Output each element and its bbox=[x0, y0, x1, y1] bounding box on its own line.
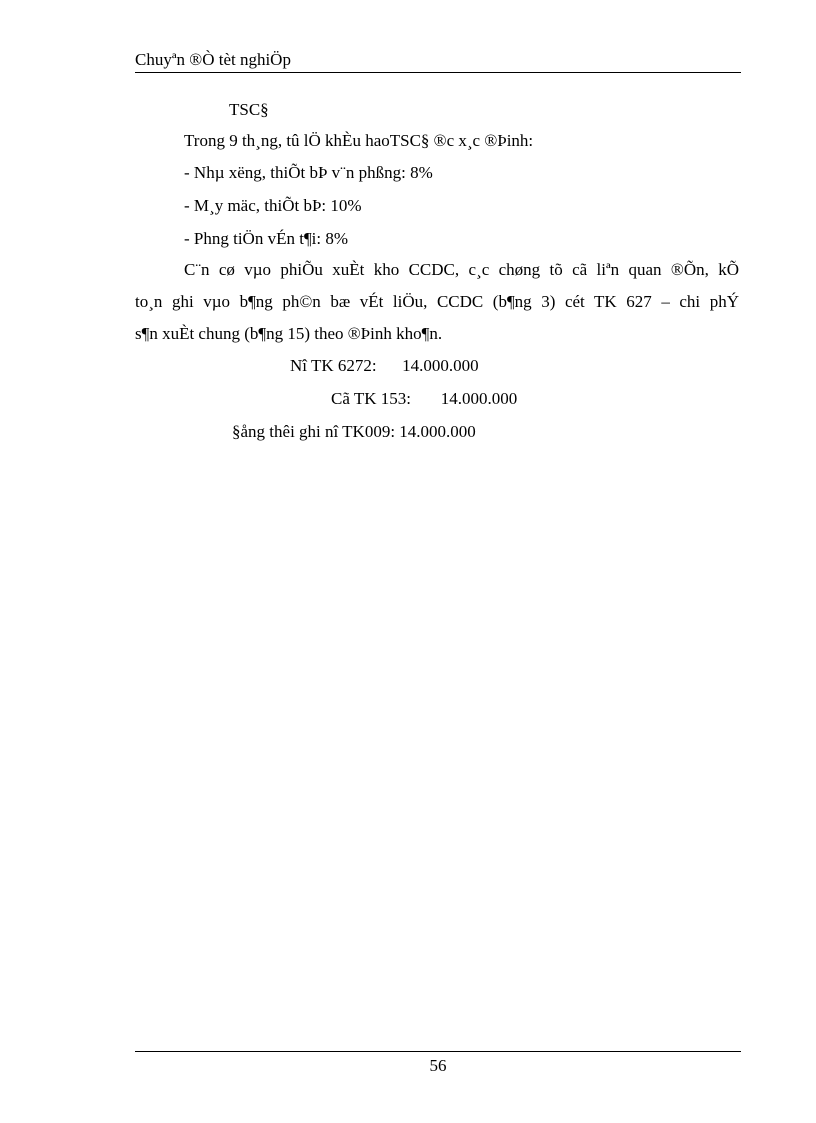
paragraph-line-1-text: C¨n cø vµo phiÕu xuÈt kho CCDC, c¸c chøng tõ cã liªn quan ®Õn, kÕ bbox=[184, 260, 739, 279]
depreciation-intro: Trong 9 th¸ng, tû lÖ khÈu haoTSC§ ®c x¸c ®Þinh: bbox=[184, 131, 534, 150]
header-title: Chuyªn ®Ò tèt nghiÖp bbox=[135, 50, 291, 69]
paragraph-line-3: s¶n xuÈt chung (b¶ng 15) theo ®Þinh kho¶n. bbox=[135, 324, 443, 343]
paragraph-line-1 bbox=[135, 259, 739, 281]
paragraph-line-2: to¸n ghi vµo b¶ng ph©n bæ vÉt liÖu, CCDC (b¶ng 3) cét TK 627 – chi phÝ bbox=[135, 292, 739, 311]
depreciation-item-buildings: - Nhµ xëng, thiÕt bÞ v¨n phßng: 8% bbox=[184, 163, 433, 182]
journal-entry-credit: Cã TK 153: 14.000.000 bbox=[331, 389, 518, 408]
page-number: 56 bbox=[429, 1056, 447, 1075]
body-line-tscd: TSC§ bbox=[229, 100, 269, 119]
depreciation-item-transport: - Phng tiÖn vÉn t¶i: 8% bbox=[184, 229, 349, 248]
depreciation-item-machinery: - M¸y mäc, thiÕt bÞ: 10% bbox=[184, 196, 362, 215]
journal-entry-debit: Nî TK 6272: 14.000.000 bbox=[290, 356, 479, 375]
page-header bbox=[135, 50, 741, 73]
journal-entry-memo: §ång thêi ghi nî TK009: 14.000.000 bbox=[232, 422, 476, 441]
page-footer bbox=[135, 1051, 741, 1075]
